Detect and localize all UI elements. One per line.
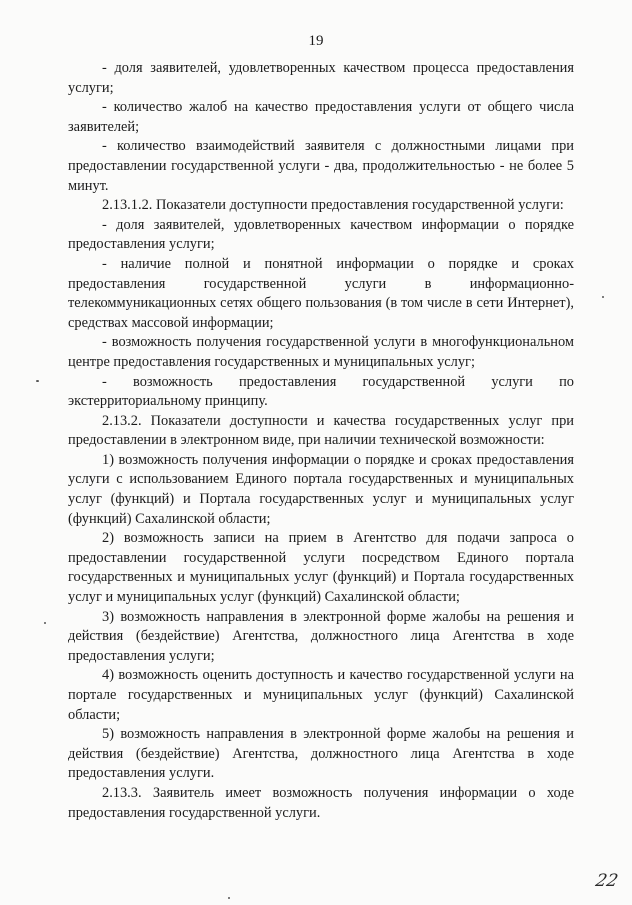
scan-speck: [228, 897, 230, 899]
paragraph-1: - доля заявителей, удовлетворенных качеством процесса предоставления услуги;: [68, 60, 574, 96]
paragraph-14: 5) возможность направления в электронной форме жалобы на решения и действия (бездействие) Агентства, должностного лица Агентства в ходе предоставления услуги.: [68, 726, 574, 782]
scan-speck: [602, 296, 604, 298]
paragraph-15: 2.13.3. Заявитель имеет возможность получения информации о ходе предоставления государственной услуги.: [68, 784, 574, 821]
body-text: [68, 59, 574, 823]
handwritten-mark: 22: [594, 871, 621, 891]
paragraph-9: 2.13.2. Показатели доступности и качества государственных услуг при предоставлении в электронном виде, при наличии технической возможности:: [68, 412, 574, 449]
paragraph-6: - наличие полной и понятной информации о порядке и сроках предоставления государственной услуги в информационно-телекоммуникационных сетях общего пользования (в том числе в сети Интернет), средствах массовой информации;: [68, 255, 574, 331]
paragraph-11: 2) возможность записи на прием в Агентство для подачи запроса о предоставлении государственной услуги посредством Единого портала государственных и муниципальных услуг (функций) и Портала государственных услуг и муниципальных услуг (функций) Сахалинской области;: [68, 530, 574, 606]
paragraph-4: 2.13.1.2. Показатели доступности предоставления государственной услуги:: [102, 197, 564, 214]
scan-speck: [36, 380, 39, 382]
paragraph-12: 3) возможность направления в электронной форме жалобы на решения и действия (бездействие) Агентства, должностного лица Агентства в ходе предоставления услуги;: [68, 608, 574, 664]
scan-speck: [44, 622, 46, 624]
paragraph-8: - возможность предоставления государственной услуги по экстерриториальному принципу.: [68, 373, 574, 410]
paragraph-13: 4) возможность оценить доступность и качество государственной услуги на портале государственных и муниципальных услуг (функций) Сахалинской области;: [68, 667, 574, 723]
paragraph-7: - возможность получения государственной услуги в многофункциональном центре предоставления государственных и муниципальных услуг;: [68, 334, 574, 370]
paragraph-10: 1) возможность получения информации о порядке и сроках предоставления услуги с использованием Единого портала государственных и муниципальных услуг (функций) и Портала государственных услуг и муниципальных услуг (функций) Сахалинской области;: [68, 451, 574, 527]
page-number: 19: [308, 33, 324, 49]
paragraph-5: - доля заявителей, удовлетворенных качеством информации о порядке предоставления услуги;: [68, 216, 574, 253]
paragraph-2: - количество жалоб на качество предоставления услуги от общего числа заявителей;: [68, 99, 574, 135]
paragraph-3: - количество взаимодействий заявителя с должностными лицами при предоставлении государственной услуги - два, продолжительностью - не более 5 минут.: [68, 138, 574, 194]
